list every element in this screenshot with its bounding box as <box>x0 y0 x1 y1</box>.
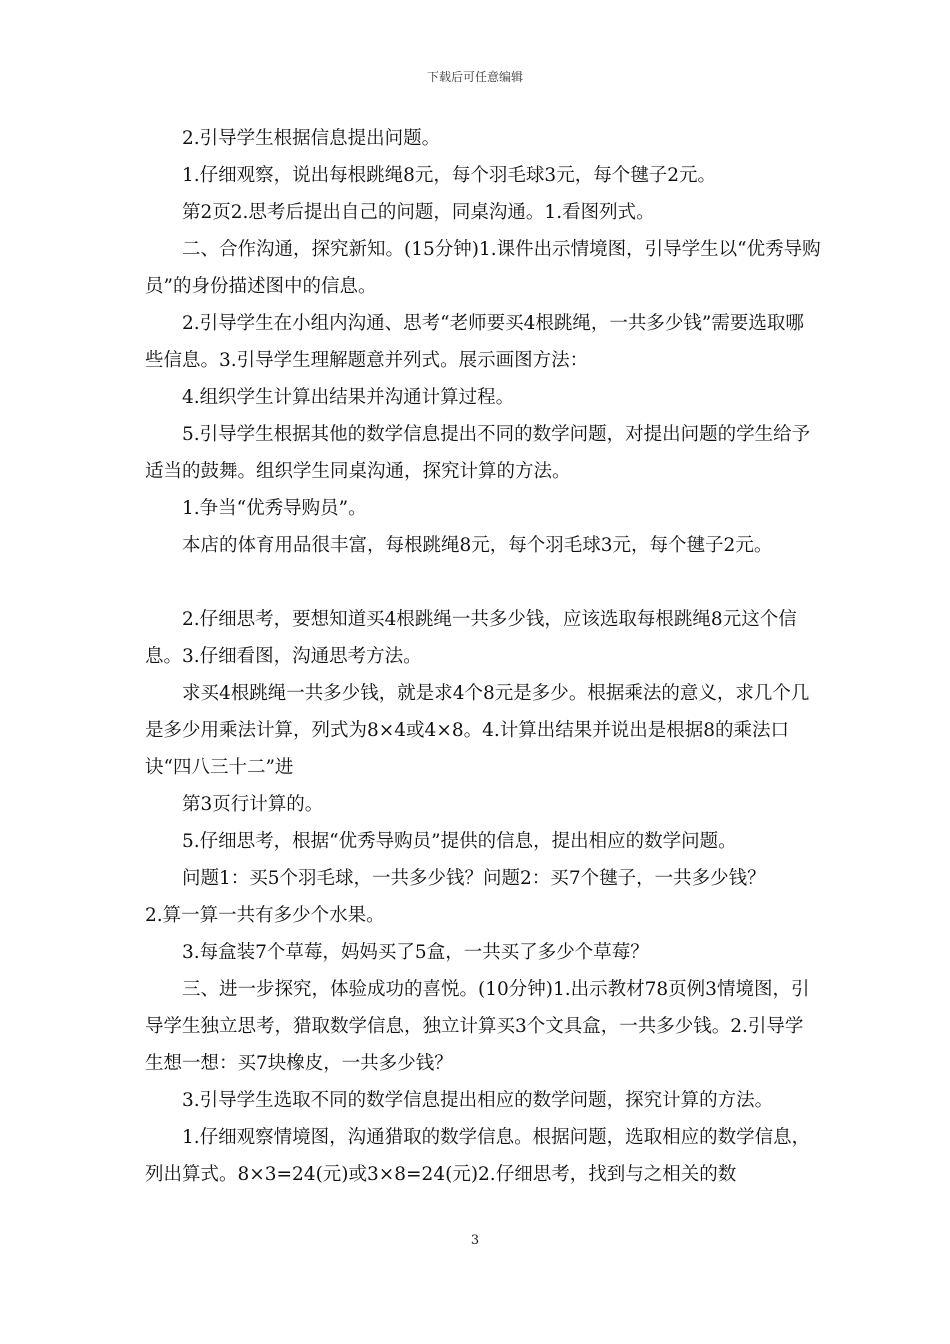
paragraph: 1.争当“优秀导购员”。 <box>182 498 367 519</box>
paragraph: 1.仔细观察，说出每根跳绳8元，每个羽毛球3元，每个毽子2元。 <box>182 165 716 186</box>
paragraph: 4.组织学生计算出结果并沟通计算过程。 <box>182 387 515 408</box>
paragraph: 3.每盒装7个草莓，妈妈买了5盒，一共买了多少个草莓？ <box>182 942 649 963</box>
paragraph: 2.引导学生在小组内沟通、思考“老师要买4根跳绳，一共多少钱”需要选取哪些信息。3.引导学生理解题意并列式。展示画图方法： <box>145 313 804 371</box>
paragraph: 求买4根跳绳一共多少钱，就是求4个8元是多少。根据乘法的意义，求几个几是多少用乘法计算，列式为8×4或4×8。4.计算出结果并说出是根据8的乘法口诀“四八三十二”进 <box>145 683 810 778</box>
page-header: 下载后可任意编辑 <box>426 70 523 84</box>
paragraph: 2.引导学生根据信息提出问题。 <box>182 128 441 149</box>
paragraph: 3.引导学生选取不同的数学信息提出相应的数学问题，探究计算的方法。 <box>182 1090 774 1111</box>
paragraph: 第3页行计算的。 <box>182 794 324 815</box>
paragraph: 2.算一算一共有多少个水果。 <box>145 905 385 926</box>
paragraph: 本店的体育用品很丰富，每根跳绳8元，每个羽毛球3元，每个毽子2元。 <box>182 535 773 556</box>
page-number: 3 <box>470 1233 480 1248</box>
paragraph: 第2页2.思考后提出自己的问题，同桌沟通。1.看图列式。 <box>182 202 655 223</box>
paragraph: 问题1：买5个羽毛球，一共多少钱？问题2：买7个毽子，一共多少钱？ <box>182 868 766 889</box>
document-body <box>145 120 821 1193</box>
paragraph: 5.引导学生根据其他的数学信息提出不同的数学问题，对提出问题的学生给予适当的鼓舞。组织学生同桌沟通，探究计算的方法。 <box>145 424 811 482</box>
paragraph: 二、合作沟通，探究新知。(15分钟)1.课件出示情境图，引导学生以“优秀导购员”的身份描述图中的信息。 <box>145 239 821 297</box>
paragraph: 5.仔细思考，根据“优秀导购员”提供的信息，提出相应的数学问题。 <box>182 831 737 852</box>
paragraph: 1.仔细观察情境图，沟通猎取的数学信息。根据问题，选取相应的数学信息，列出算式。8×3=24(元)或3×8=24(元)2.仔细思考，找到与之相关的数 <box>145 1127 811 1185</box>
paragraph: 三、进一步探究，体验成功的喜悦。(10分钟)1.出示教材78页例3情境图，引导学生独立思考，猎取数学信息，独立计算买3个文具盒，一共多少钱。2.引导学生想一想：买7块橡皮，一共多少钱？ <box>145 979 810 1074</box>
paragraph: 2.仔细思考，要想知道买4根跳绳一共多少钱，应该选取每根跳绳8元这个信息。3.仔细看图，沟通思考方法。 <box>145 609 797 667</box>
